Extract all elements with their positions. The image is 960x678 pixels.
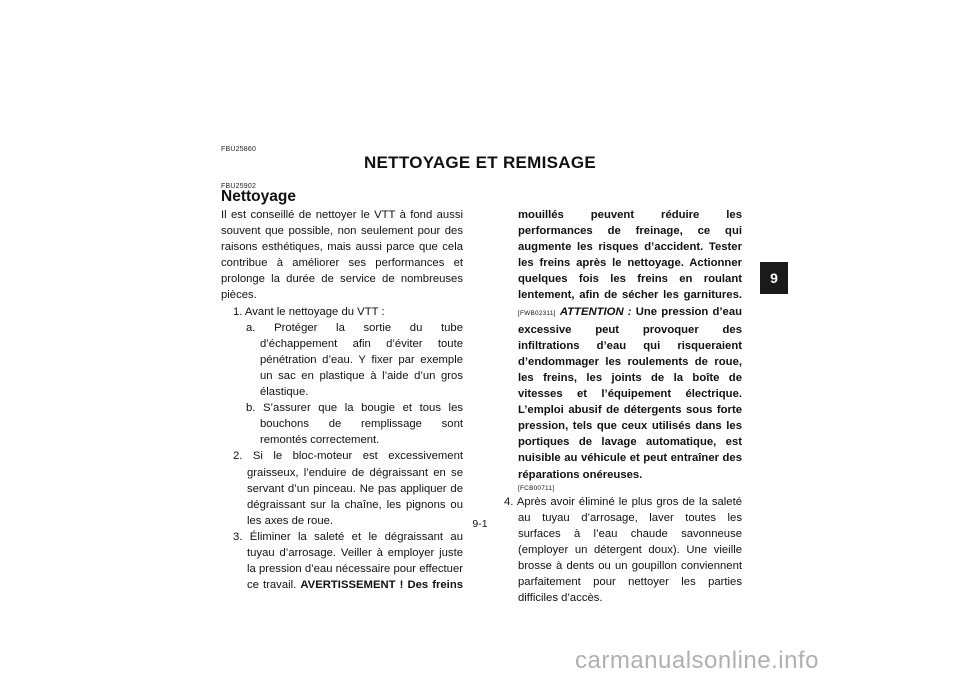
list-item-1: 1. Avant le nettoyage du VTT : <box>233 305 385 318</box>
warning-continuation <box>500 207 742 483</box>
header-code: FBU25860 <box>221 146 257 153</box>
intro-paragraph: Il est conseillé de nettoyer le VTT à fond aussi souvent que possible, non seulement pour des raisons esthétiques, mais aussi parce que cela contribue à améliorer ses performances et prolonge la durée de service de nombreuses pièces. <box>221 209 463 302</box>
page-title: NETTOYAGE ET REMISAGE <box>363 153 597 172</box>
attention-code: [FCB00711] <box>518 484 555 492</box>
left-column <box>221 207 463 593</box>
section-title: Nettoyage <box>221 188 296 205</box>
list-item-1b: b. S’assurer que la bougie et tous les bouchons de remplissage sont remontés correctement. <box>246 402 463 447</box>
attention-text: Une pression d’eau excessive peut provoquer des infiltrations d’eau qui risqueraient d’endommager les roulements de roue, les freins, les joints de la boîte de vitesses et l’équipement électrique. L’emploi abusif de détergents sous forte pression, tels que ceux utilisés dans les portiques de lavage automatique, est nuisible au véhicule et peut entraîner des réparations onéreuses. <box>518 305 743 481</box>
right-column <box>500 207 742 606</box>
page-number: 9-1 <box>472 518 488 530</box>
attention-label: ATTENTION : <box>559 305 632 318</box>
section-code: FBU25902 <box>221 183 257 190</box>
warning-label: AVERTISSEMENT ! Des freins <box>300 579 464 592</box>
chapter-tab: 9 <box>760 262 788 294</box>
list-item-1a: a. Protéger la sortie du tube d’échappement afin d’éviter toute pénétration d’eau. Y fixer par exemple un sac en plastique à l’aide d’un gros élastique. <box>246 321 463 399</box>
watermark: carmanualsonline.info <box>575 647 819 674</box>
warning-code: [FWB02311] <box>518 309 556 317</box>
list-item-2: 2. Si le bloc-moteur est excessivement graisseux, l’enduire de dégraissant en se servant d’un pinceau. Ne pas appliquer de dégraissant sur la chaîne, les pignons ou les axes de roue. <box>233 450 463 527</box>
list-item-3-text: 3. Éliminer la saleté et le dégraissant au tuyau d’arrosage. Veiller à employer juste la pression d’eau nécessaire pour effectuer ce travail. <box>233 530 463 592</box>
list-item-3 <box>221 529 463 593</box>
warning-text: mouillés peuvent réduire les performances de freinage, ce qui augmente les risques d’accident. Tester les freins après le nettoyage. Actionner quelques fois les freins en roulant lentement, afin de sécher les garnitures. <box>518 209 742 302</box>
list-item-4: 4. Après avoir éliminé le plus gros de la saleté au tuyau d’arrosage, laver toutes les surfaces à l’eau chaude savonneuse (employer un détergent doux). Une vieille brosse à dents ou un goupillon conviennent parfaitement pour nettoyer les parties difficiles d’accès. <box>504 495 742 605</box>
